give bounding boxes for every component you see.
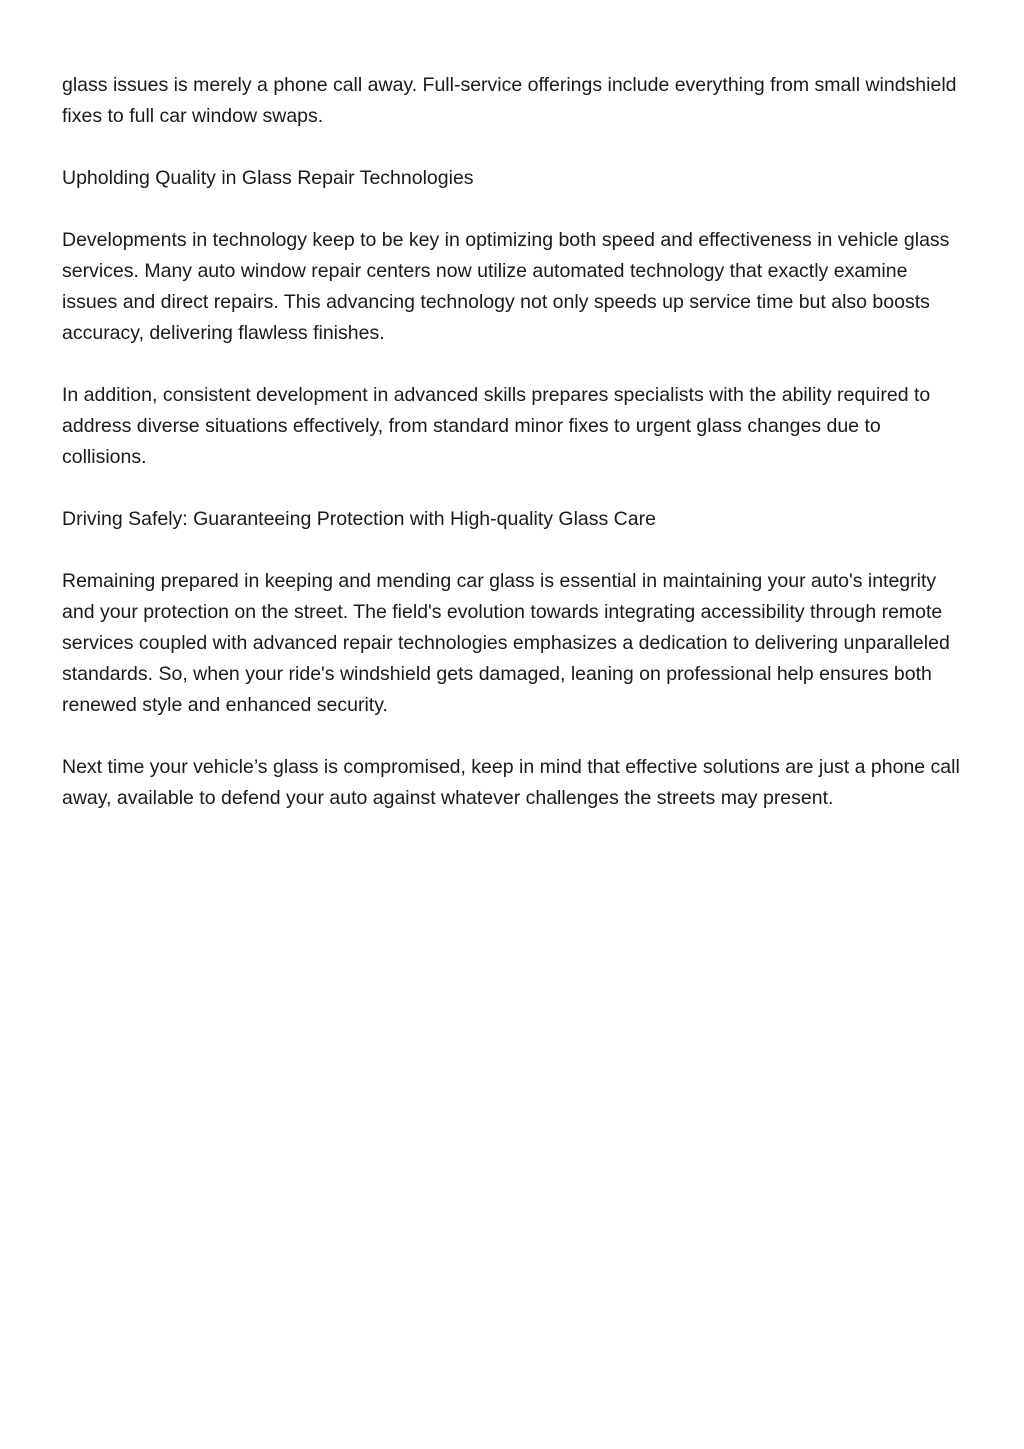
paragraph-remaining-prepared: Remaining prepared in keeping and mending car glass is essential in maintaining your auto's integrity and your protection on the street. The field's evolution towards integrating accessibility through remote services coupled with advanced repair technologies emphasizes a dedication to delivering unparalleled standards. So, when your ride's windshield gets damaged, leaning on professional help ensures both renewed style and enhanced security.	[62, 570, 950, 716]
paragraph-continuation: glass issues is merely a phone call away. Full-service offerings include everything from small windshield fixes to full car window swaps.	[62, 74, 957, 127]
paragraph-developments: Developments in technology keep to be key in optimizing both speed and effectiveness in vehicle glass services. Many auto window repair centers now utilize automated technology that exactly examine issues and direct repairs. This advancing technology not only speeds up service time but also boosts accuracy, delivering flawless finishes.	[62, 229, 950, 344]
paragraph-skills: In addition, consistent development in advanced skills prepares specialists with the ability required to address diverse situations effectively, from standard minor fixes to urgent glass changes due to collisions.	[62, 384, 931, 468]
paragraph-next-time: Next time your vehicle’s glass is compromised, keep in mind that effective solutions are just a phone call away, available to defend your auto against whatever challenges the streets may present.	[62, 756, 960, 809]
section-heading-quality: Upholding Quality in Glass Repair Technologies	[62, 167, 474, 189]
section-heading-driving-safely: Driving Safely: Guaranteeing Protection with High-quality Glass Care	[62, 508, 656, 530]
document-page	[62, 70, 967, 845]
